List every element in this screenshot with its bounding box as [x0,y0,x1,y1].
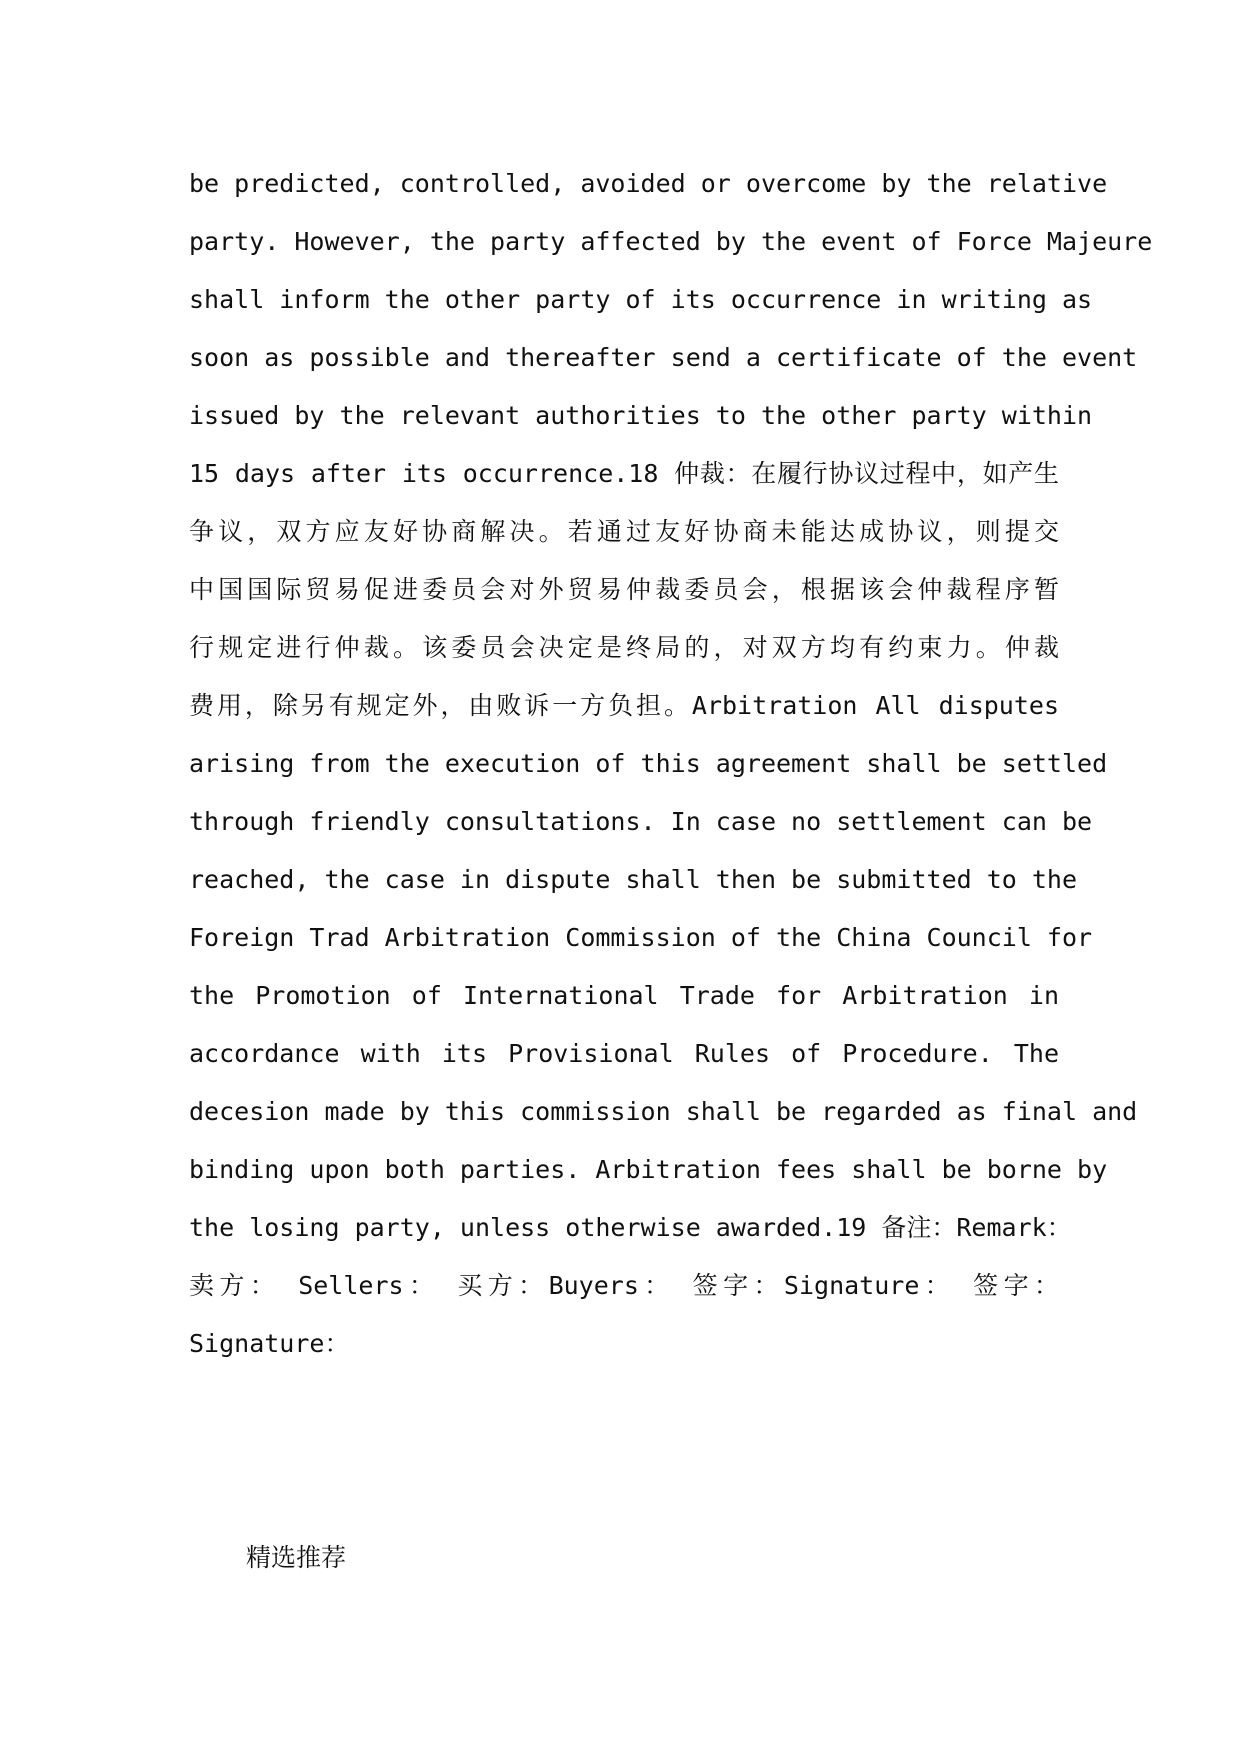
text-line: arising from the execution of this agreement shall be settled [189,749,1108,778]
text-line: the losing party, unless otherwise awarded.19 备注：Remark： [189,1213,1072,1242]
text-line: Foreign Trad Arbitration Commission of the China Council for [189,923,1093,952]
text-line: shall inform the other party of its occurrence in writing as [189,285,1093,314]
text-line: 费用，除另有规定外，由败诉一方负担。Arbitration All disputes [189,691,1059,720]
text-line: issued by the relevant authorities to the other party within [189,401,1093,430]
text-line: reached, the case in dispute shall then be submitted to the [189,865,1078,894]
text-line: through friendly consultations. In case no settlement can be [189,807,1093,836]
text-line: the Promotion of International Trade for Arbitration in [189,981,1059,1010]
signature-line: Signature： [189,1329,350,1358]
text-line: 行规定进行仲裁。该委员会决定是终局的，对双方均有约束力。仲裁 [189,633,1059,662]
text-line: be predicted, controlled, avoided or overcome by the relative [189,169,1108,198]
signature-line: 卖方： Sellers： 买方：Buyers： 签字：Signature： 签字： [189,1271,1059,1300]
text-line: 15 days after its occurrence.18 仲裁：在履行协议过程中，如产生 [189,459,1059,488]
text-line: accordance with its Provisional Rules of Procedure. The [189,1039,1059,1068]
text-line: soon as possible and thereafter send a certificate of the event [189,343,1138,372]
text-line: binding upon both parties. Arbitration fees shall be borne by [189,1155,1108,1184]
recommended-label: 精选推荐 [246,1543,347,1572]
text-line: 中国国际贸易促进委员会对外贸易仲裁委员会，根据该会仲裁程序暂 [189,575,1059,604]
text-line: decesion made by this commission shall be regarded as final and [189,1097,1138,1126]
text-line: party. However, the party affected by the event of Force Majeure [189,227,1153,256]
text-line: 争议，双方应友好协商解决。若通过友好协商未能达成协议，则提交 [189,517,1059,546]
